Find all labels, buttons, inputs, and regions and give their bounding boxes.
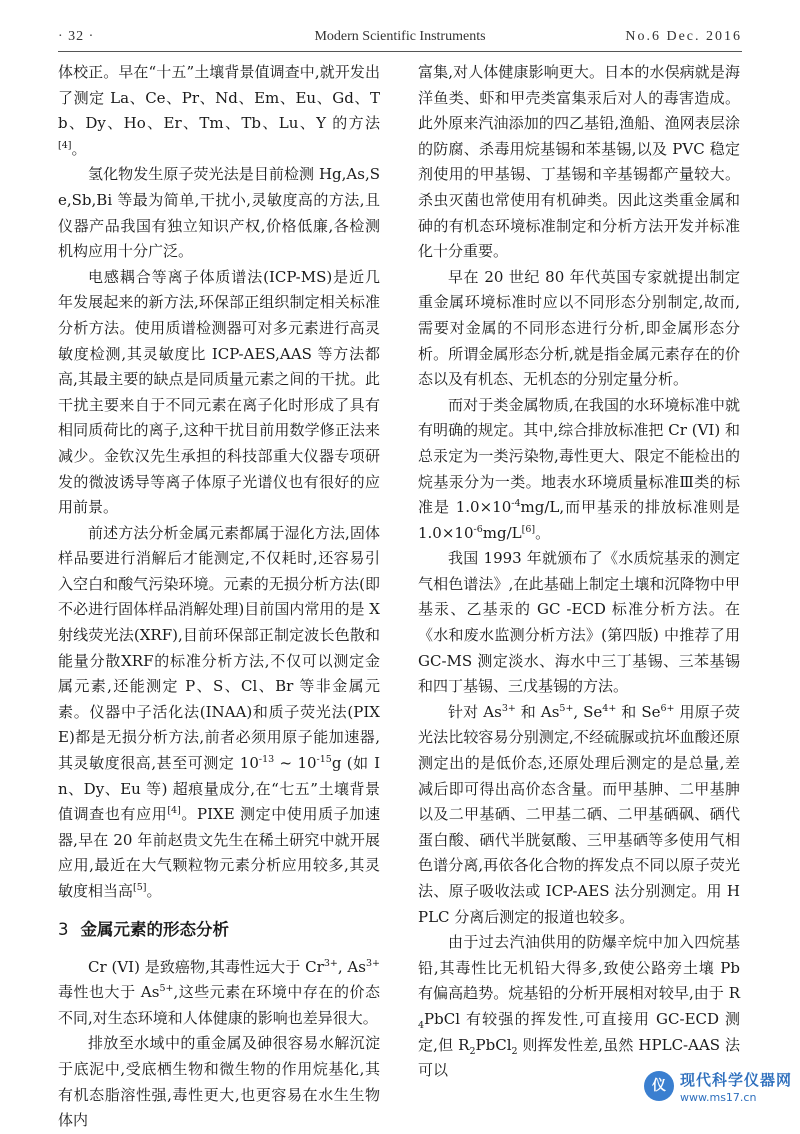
journal-name: Modern Scientific Instruments: [314, 29, 486, 44]
paragraph: 氢化物发生原子荧光法是目前检测 Hg,As,Se,Sb,Bi 等最为简单,干扰小,灵敏度高的方法,且仪器产品我国有独立知识产权,价格低廉,各检测机构应用十分广泛。: [58, 165, 380, 261]
right-column: [418, 60, 740, 1084]
issue-info: No.6 Dec. 2016: [625, 29, 742, 44]
paragraph: 前述方法分析金属元素都属于湿化方法,固体样品要进行消解后才能测定,不仅耗时,还容易引入空白和酸气污染环境。元素的无损分析方法(即不必进行固体样品消解处理)目前国内常用的是 X 射线荧光法(XRF),目前环保部正制定波长色散和能量分散XRF的标准分析方法,不仅可以测定金属元素,还能测定 P、S、Cl、Br 等非金属元素。仪器中子活化法(INAA)和质子荧光法(PIXE)都是无损分析方法,前者必须用原子能加速器,其灵敏度很高,甚至可测定 $10^{-13}$ ~ $10^{-15}g$ (如 In、Dy、Eu 等) 超痕量成分,在“七五”土壤背景值调查也有应用[4]。PIXE 测定中使用质子加速器,早在 20 年前赵贵文先生在稀土研究中就开展应用,最近在大气颗粒物元素分析应用较多,其灵敏度相当高[5]。: [58, 523, 380, 900]
paragraph: 富集,对人体健康影响更大。日本的水俣病就是海洋鱼类、虾和甲壳类富集汞后对人的毒害造成。此外原来汽油添加的四乙基铅,渔船、渔网表层涂的防腐、杀毒用烷基锡和苯基锡,以及 PVC 稳定剂使用的甲基锡、丁基锡和辛基锡都产量较大。杀虫灭菌也常使用有机砷类。因此这类重金属和砷的有机态环境标准制定和分析方法开发并标准化十分重要。: [418, 63, 740, 261]
paragraph: 排放至水域中的重金属及砷很容易水解沉淀于底泥中,受底栖生物和微生物的作用烷基化,其有机态脂溶性强,毒性更大,也更容易在水生生物体内: [58, 1034, 380, 1130]
header-divider: [58, 51, 742, 52]
paragraph: 我国 1993 年就颁布了《水质烷基汞的测定气相色谱法》,在此基础上制定土壤和沉降物中甲基汞、乙基汞的 GC -ECD 标准分析方法。在《水和废水监测分析方法》(第四版) 中推荐了用 GC-MS 测定淡水、海水中三丁基锡、三苯基锡和四丁基锡、三戊基锡的方法。: [418, 549, 740, 696]
paragraph: 电感耦合等离子体质谱法(ICP-MS)是近几年发展起来的新方法,环保部正组织制定相关标准分析方法。使用质谱检测器可对多元素进行高灵敏度检测,其灵敏度比 ICP-AES,AAS 等方法都高,其最主要的缺点是同质量元素之间的干扰。此干扰主要来自于不同元素在离子化时形成了具有相同质荷比的离子,这种干扰目前用数学修正法来减少。金钦汉先生承担的科技部重大仪器专项研发的微波诱导等离子体原子光谱仪也有很好的应用前景。: [58, 267, 380, 517]
paragraph: 由于过去汽油供用的防爆辛烷中加入四烷基铅,其毒性比无机铅大得多,致使公路旁土壤 Pb 有偏高趋势。烷基铅的分析开展相对较早,由于 $R_4PbCl$ 有较强的挥发性,可直接用 GC-ECD 测定,但 $R_2PbCl_2$ 则挥发性差,虽然 HPLC-AAS 法可以: [418, 933, 740, 1080]
site-watermark: [644, 1067, 794, 1111]
citation: [5]: [133, 882, 147, 893]
page-number: · 32 ·: [58, 29, 95, 44]
watermark-name: 现代科学仪器网: [680, 1071, 793, 1089]
paragraph: Cr (VI) 是致癌物,其毒性远大于 $Cr^{3+}$, $As^{3+}$ 毒性也大于 $As^{5+}$,这些元素在环境中存在的价态不同,对生态环境和人体健康的影响也差异很大。: [58, 957, 380, 1027]
paragraph: 早在 20 世纪 80 年代英国专家就提出制定重金属环境标准时应以不同形态分别制定,故而,需要对金属的不同形态进行分析,即金属形态分析。所谓金属形态分析,就是指金属元素存在的价态以及有机态、无机态的分别定量分析。: [418, 267, 740, 389]
paragraph: 体校正。早在“十五”土壤背景值调查中,就开发出了测定 La、Ce、Pr、Nd、Em、Eu、Gd、Tb、Dy、Ho、Er、Tm、Tb、Lu、Y 的方法[4]。: [58, 63, 380, 158]
citation: [4]: [58, 139, 72, 151]
section-number: 3: [58, 919, 69, 939]
citation: [4]: [167, 805, 181, 817]
watermark-logo-icon: 仪: [644, 1071, 674, 1101]
section-title: 金属元素的形态分析: [80, 919, 229, 939]
citation: [6]: [521, 523, 536, 535]
paragraph: 针对 $As^{3+}$ 和 $As^{5+}$, $Se^{4+}$ 和 $Se^{6+}$ 用原子荧光法比较容易分别测定,不经硫脲或抗坏血酸还原测定出的是低价态,还原处理后测定的是总量,差减后即可得出高价态含量。而甲基胂、二甲基胂以及二甲基硒、二甲基二硒、二甲基硒砜、硒代蛋白酸、硒代半胱氨酸、三甲基硒等多使用气相色谱分离,再依各化合物的挥发点不同以原子荧光法、原子吸收法或 ICP-AES 法分别测定。用 HPLC 分离后测定的报道也较多。: [418, 702, 740, 926]
left-column: [58, 60, 380, 1134]
page-header: [58, 26, 742, 50]
watermark-url: www.ms17.cn: [680, 1091, 757, 1104]
paragraph: 而对于类金属物质,在我国的水环境标准中就有明确的规定。其中,综合排放标准把 Cr (VI) 和总汞定为一类污染物,毒性更大、限定不能检出的烷基汞分为一类。地表水环境质量标准Ⅲ类的标准是 $1.0\times 10^{-4}mg/L$,而甲基汞的排放标准则是 $1.0\times 10^{-6}mg/L[6]$。: [418, 395, 740, 542]
section-heading: [58, 917, 380, 943]
